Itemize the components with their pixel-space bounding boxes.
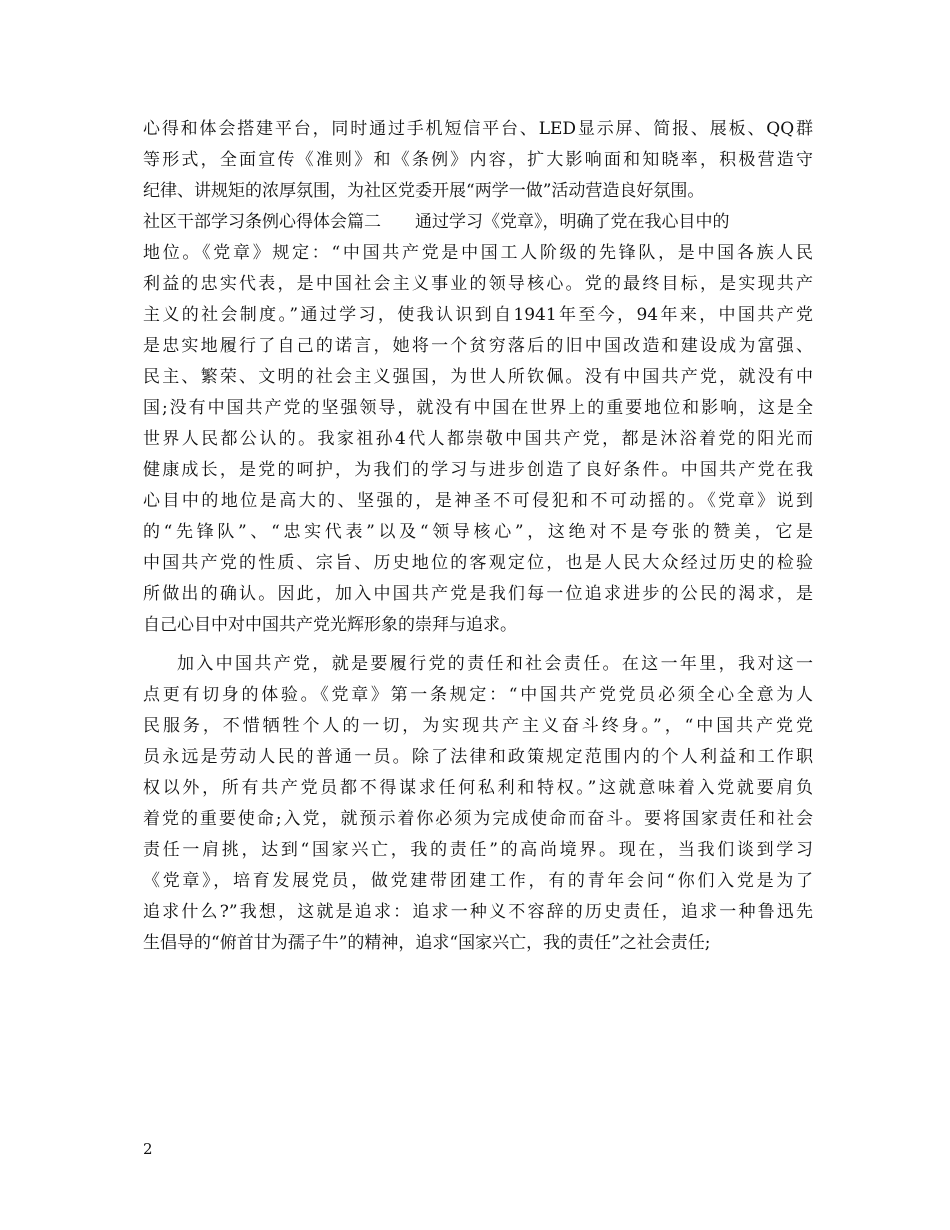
text-line: 中国共产党的性质、宗旨、历史地位的客观定位，也是人民大众经过历史的检验 <box>143 553 813 573</box>
section-heading-line: 社区干部学习条例心得体会篇二 通过学习《党章》，明确了党在我心目中的 <box>143 212 730 232</box>
paragraph-platform-publicity <box>143 114 813 207</box>
text-line: 生倡导的“俯首甘为孺子牛”的精神，追求“国家兴亡，我的责任”之社会责任; <box>143 933 711 953</box>
text-line: 地位。《党章》规定：“中国共产党是中国工人阶级的先锋队，是中国各族人民 <box>143 243 813 263</box>
paragraph-party-status <box>143 207 813 641</box>
text-line: 心得和体会搭建平台，同时通过手机短信平台、LED显示屏、简报、展板、QQ群 <box>143 119 813 139</box>
paragraph-party-responsibility <box>143 649 813 959</box>
text-line: 追求什么?”我想，这就是追求：追求一种义不容辞的历史责任，追求一种鲁迅先 <box>143 902 813 922</box>
text-line: 是忠实地履行了自己的诺言，她将一个贫穷落后的旧中国改造和建设成为富强、 <box>143 336 813 356</box>
text-line: 着党的重要使命;入党，就预示着你必须为完成使命而奋斗。要将国家责任和社会 <box>143 809 813 829</box>
text-line: 等形式，全面宣传《准则》和《条例》内容，扩大影响面和知晓率，积极营造守 <box>143 150 813 170</box>
text-line: 员永远是劳动人民的普通一员。除了法律和政策规定范围内的个人利益和工作职 <box>143 747 813 767</box>
text-line: 点更有切身的体验。《党章》第一条规定：“中国共产党党员必须全心全意为人 <box>143 685 813 705</box>
document-body <box>143 114 813 959</box>
text-line: 权以外，所有共产党员都不得谋求任何私利和特权。”这就意味着入党就要肩负 <box>143 778 813 798</box>
page-number: 2 <box>143 1140 153 1158</box>
text-line: 《党章》，培育发展党员，做党建带团建工作，有的青年会问“你们入党是为了 <box>143 871 813 891</box>
text-line: 加入中国共产党，就是要履行党的责任和社会责任。在这一年里，我对这一 <box>177 654 813 674</box>
text-line: 世界人民都公认的。我家祖孙4代人都崇敬中国共产党，都是沐浴着党的阳光而 <box>143 429 813 449</box>
text-line: 民主、繁荣、文明的社会主义强国，为世人所钦佩。没有中国共产党，就没有中 <box>143 367 813 387</box>
text-line: 利益的忠实代表，是中国社会主义事业的领导核心。党的最终目标，是实现共产 <box>143 274 813 294</box>
text-line: 责任一肩挑，达到“国家兴亡，我的责任”的高尚境界。现在，当我们谈到学习 <box>143 840 813 860</box>
text-line: 民服务，不惜牺牲个人的一切，为实现共产主义奋斗终身。”，“中国共产党党 <box>143 716 813 736</box>
text-line: 国;没有中国共产党的坚强领导，就没有中国在世界上的重要地位和影响，这是全 <box>143 398 813 418</box>
text-line: 心目中的地位是高大的、坚强的，是神圣不可侵犯和不可动摇的。《党章》说到 <box>143 491 813 511</box>
text-line: 自己心目中对中国共产党光辉形象的崇拜与追求。 <box>143 615 517 635</box>
text-line: 主义的社会制度。”通过学习，使我认识到自1941年至今，94年来，中国共产党 <box>143 305 813 325</box>
text-line: 的“先锋队”、“忠实代表”以及“领导核心”，这绝对不是夸张的赞美，它是 <box>143 522 813 542</box>
text-line: 健康成长，是党的呵护，为我们的学习与进步创造了良好条件。中国共产党在我 <box>143 460 813 480</box>
paragraph-gap <box>143 641 813 649</box>
text-line: 纪律、讲规矩的浓厚氛围，为社区党委开展“两学一做”活动营造良好氛围。 <box>143 181 705 201</box>
text-line: 所做出的确认。因此，加入中国共产党是我们每一位追求进步的公民的渴求，是 <box>143 584 813 604</box>
